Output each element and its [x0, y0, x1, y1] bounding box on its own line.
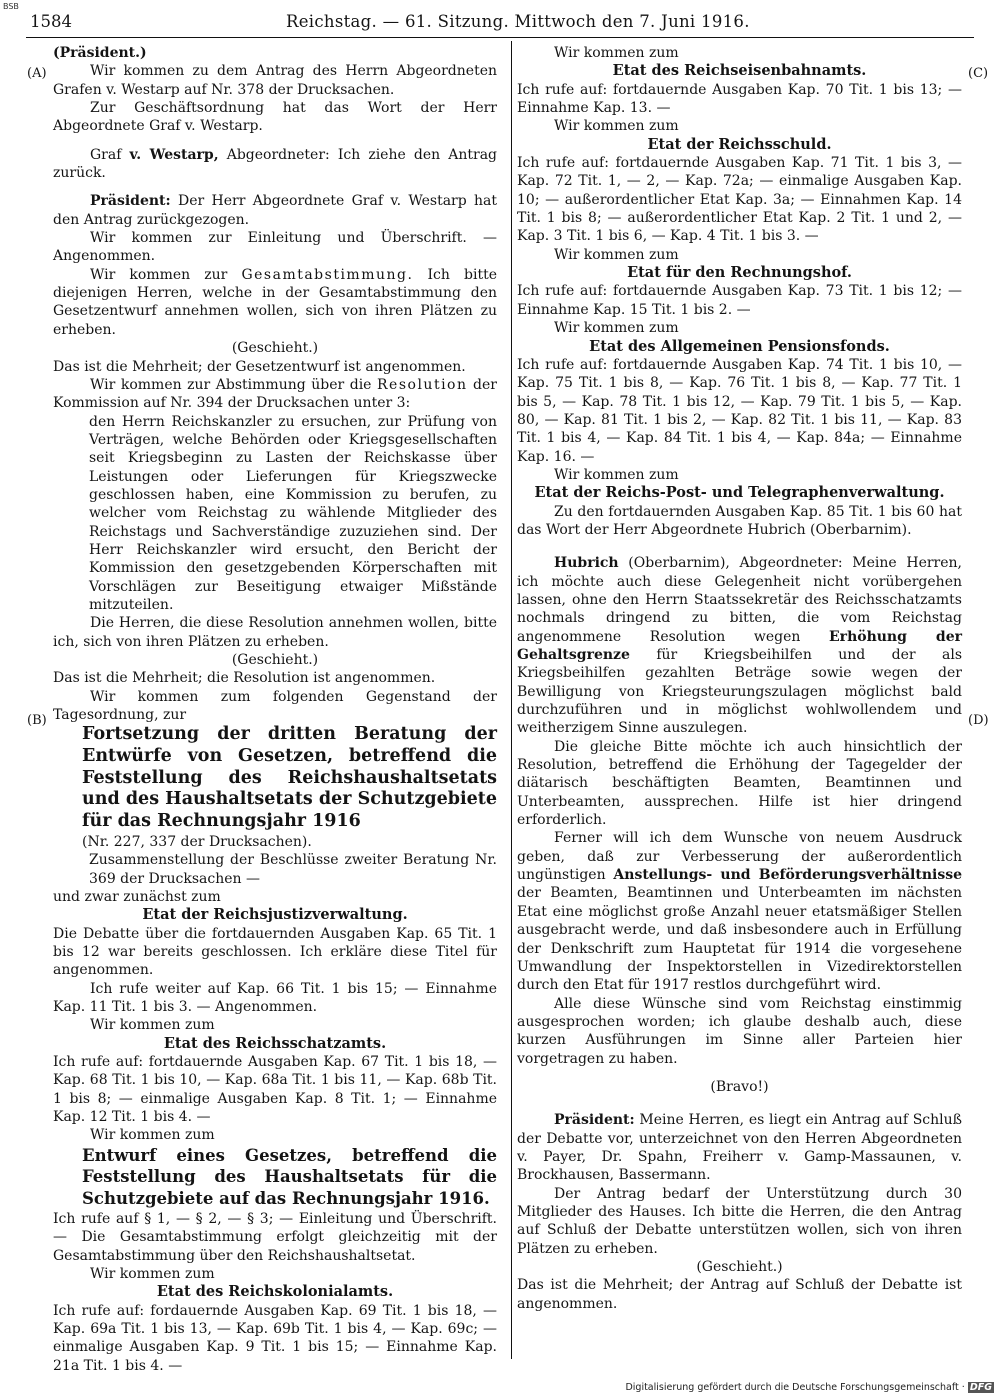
paragraph	[517, 829, 962, 994]
section-heading: Etat der Reichsschuld.	[647, 135, 832, 153]
paragraph: Der Antrag bedarf der Unterstützung durch 30 Mitglieder des Hauses. Ich bitte die Herren, die den Antrag auf Schluß der Debatte unterstützen wollen, sich von ihren Plätzen zu erheben.	[517, 1185, 962, 1257]
text: der Beamten, Beamtinnen und Unterbeamten im nächsten Etat eine möglichst große Anzahl neuer etatsmäßiger Stellen ausgebracht werde, und daß insbesondere auch in Erfüllung der Denkschrift zum Hauptetat für 1914 die vorgesehene Umwandlung der Inspektorstellen in Vizedirektorstellen durch den Etat für 1917 restlos durchgeführt wird.	[517, 885, 962, 994]
spacer	[517, 539, 962, 554]
paragraph: (Nr. 227, 337 der Drucksachen).	[82, 833, 312, 850]
spacer	[517, 1096, 962, 1111]
paragraph	[53, 376, 497, 413]
speech-westarp	[53, 146, 497, 183]
speech-text: Der Herr Abgeordnete Graf v. Westarp hat den Antrag zurückgezogen.	[53, 193, 497, 228]
emphasis: Anstellungs- und Beförderungsverhältnisse	[613, 867, 962, 884]
paragraph: Wir kommen zum	[90, 1017, 215, 1034]
paragraph: Ich rufe auf: fortdauernde Ausgaben Kap. 71 Tit. 1 bis 3, — Kap. 72 Tit. 1, — 2, — Kap. 72a; — einmalige Ausgaben Kap. 10; — außerordentlicher Etat Kap. 3a; — Einnahmen Kap. 14 Tit. 1 bis 8; — außerordentlicher Etat Kap. 2 Tit. 1 und 2, — Kap. 3 Tit. 1 bis 6, — Kap. 4 Tit. 1 bis 3. —	[517, 155, 962, 245]
speech-president	[517, 1111, 962, 1184]
section-heading: Etat des Reichseisenbahnamts.	[612, 62, 867, 80]
paragraph: Zusammenstellung der Beschlüsse zweiter Beratung Nr. 369 der Drucksachen —	[89, 852, 497, 887]
paragraph: Wir kommen zum folgenden Gegenstand der Tagesordnung, zur	[53, 688, 497, 724]
paragraph: Wir kommen zu dem Antrag des Herrn Abgeordneten Grafen v. Westarp auf Nr. 378 der Drucksachen.	[53, 63, 497, 98]
margin-mark-d: (D)	[968, 713, 989, 728]
paragraph: Ich rufe weiter auf Kap. 66 Tit. 1 bis 15; — Einnahme Kap. 11 Tit. 1 bis 3. — Angenommen.	[53, 980, 497, 1015]
spacer	[53, 136, 497, 146]
text: der Kommission auf Nr. 394 der Drucksachen unter 3:	[53, 376, 497, 412]
section-heading: Etat der Reichsjustizverwaltung.	[142, 906, 408, 924]
credit-text: Digitalisierung gefördert durch die Deutsche Forschungsgemeinschaft	[625, 1382, 959, 1393]
column-divider	[511, 41, 512, 1359]
speaker-title: Graf	[90, 146, 122, 163]
margin-mark-a: (A)	[27, 66, 47, 81]
dfg-logo: DFG	[969, 1382, 992, 1393]
paragraph: Das ist die Mehrheit; der Gesetzentwurf ist angenommen.	[53, 358, 466, 375]
paragraph: Wir kommen zum	[554, 45, 679, 61]
stage-direction: (Geschieht.)	[696, 1259, 783, 1275]
margin-mark-b: (B)	[27, 713, 47, 728]
section-heading: Etat des Reichsschatzamts.	[163, 1034, 387, 1052]
paragraph: Zu den fortdauernden Ausgaben Kap. 85 Tit. 1 bis 60 hat das Wort der Herr Abgeordnete Hubrich (Oberbarnim).	[517, 503, 962, 538]
speech-president	[53, 192, 497, 229]
section-heading: Etat des Reichskolonialamts.	[156, 1283, 394, 1301]
paragraph: Ich rufe auf: fordauernde Ausgaben Kap. 69 Tit. 1 bis 18, — Kap. 69a Tit. 1 bis 13, — Kap. 69b Tit. 1 bis 4, — Kap. 69c; — einmalige Ausgaben Kap. 9 Tit. 1 bis 15; — Einnahme Kap. 21a Tit. 1 bis 4. —	[53, 1302, 497, 1374]
emphasis: Erhöhung der Gehaltsgrenze	[517, 628, 962, 663]
spacer	[53, 182, 497, 192]
resolution-text: den Herrn Reichskanzler zu ersuchen, zur Prüfung von Verträgen, welche Behörden oder Kriegsgesellschaften seit Kriegsbeginn zu Lasten der Reichskasse über Leistungen oder Lieferungen für Kriegszwecke geschlossen haben, eine Kommission zu berufen, zu welcher vom Reichstag zu wählende Mitglieder des Reichstags und Sachverständige zuzuziehen sind. Der Herr Reichskanzler wird ersucht, den Bericht der Kommission den gesetzgebenden Körperschaften mit Vorschlägen zur Beseitigung etwaiger Mißstände mitzuteilen.	[89, 413, 497, 613]
paragraph: Wir kommen zur Einleitung und Überschrift. — Angenommen.	[53, 230, 497, 265]
paragraph: Wir kommen zum	[554, 118, 679, 135]
paragraph: Die Debatte über die fortdauernden Ausgaben Kap. 65 Tit. 1 bis 12 war bereits geschlossen. Ich erkläre diese Titel für angenommen.	[53, 925, 497, 979]
speaker-continuation: (Präsident.)	[53, 45, 147, 61]
speaker-name: Präsident:	[554, 1112, 635, 1129]
section-heading-large: Entwurf eines Gesetzes, betreffend die Feststellung des Haushaltsetats für die Schutzgebiete auf das Rechnungsjahr 1916.	[82, 1145, 497, 1209]
paragraph: und zwar zunächst zum	[53, 888, 221, 905]
agenda-heading: Fortsetzung der dritten Beratung der Entwürfe von Gesetzen, betreffend die Feststellung des Reichshaushaltsetats und des Haushaltsetats der Schutzgebiete für das Rechnungsjahr 1916	[82, 724, 497, 832]
paragraph: Die Herren, die diese Resolution annehmen wollen, bitte ich, sich von ihren Plätzen zu erheben.	[53, 615, 497, 650]
speaker-name: Hubrich	[554, 555, 619, 572]
speech-text: Abgeordneter: Ich ziehe den Antrag zurück.	[53, 146, 497, 182]
paragraph	[53, 266, 497, 339]
section-heading: Etat der Reichs-Post- und Telegraphenverwaltung.	[534, 484, 945, 502]
stage-direction: (Geschieht.)	[231, 652, 319, 668]
text: Ferner will ich dem Wunsche von neuem Ausdruck geben, daß zur Verbesserung der außerordentlich ungünstigen	[517, 830, 962, 884]
paragraph: Wir kommen zum	[554, 320, 679, 337]
paragraph: Alle diese Wünsche sind vom Reichstag einstimmig ausgesprochen worden; ich glaube deshalb auch, diese kurzen Ausführungen im Sinne aller Parteien hier vorgetragen zu haben.	[517, 995, 962, 1067]
section-heading: Etat für den Rechnungshof.	[627, 264, 852, 282]
paragraph: Das ist die Mehrheit; die Resolution ist angenommen.	[53, 670, 436, 687]
paragraph: Ich rufe auf: fortdauernde Ausgaben Kap. 73 Tit. 1 bis 12; — Einnahme Kap. 15 Tit. 1 bis 2. —	[517, 283, 962, 318]
speech-text: für Kriegsbeihilfen und der als Kriegsbeihilfen gezahlten Beträge sowie wegen der Bewilligung von Kriegsteurungszulagen möglichst bald durchzuführen und in möglichst wohlwollendem und weitherzigem Sinne auszulegen.	[517, 647, 963, 737]
paragraph: Die gleiche Bitte möchte ich auch hinsichtlich der Resolution, betreffend die Erhöhung der Tagegelder der diätarisch beschäftigten Beamten, Beamtinnen und Unterbeamten, aussprechen. Hilfe ist hier dringend erforderlich.	[517, 738, 962, 829]
paragraph: Wir kommen zum	[554, 246, 679, 263]
left-column	[53, 44, 497, 1375]
text: Wir kommen zur Abstimmung über die	[90, 376, 372, 393]
header-rule	[26, 37, 974, 38]
library-stamp: BSB	[3, 2, 19, 11]
paragraph: Wir kommen zum	[90, 1127, 215, 1144]
paragraph: Zur Geschäftsordnung hat das Wort der Herr Abgeordnete Graf v. Westarp.	[53, 100, 497, 135]
speech-text: Meine Herren, es liegt ein Antrag auf Schluß der Debatte vor, unterzeichnet von den Herren Abgeordneten v. Payer, Dr. Spahn, Freiherr v. Gamp-Massaunen, v. Brockhausen, Bassermann.	[517, 1112, 962, 1184]
page-number: 1584	[30, 12, 72, 31]
text: Ich bitte diejenigen Herren, welche in der Gesamtabstimmung den Gesetzentwurf annehmen wollen, sich von ihren Plätzen zu erheben.	[53, 266, 497, 338]
speech-text: (Oberbarnim), Abgeordneter: Meine Herren, ich möchte auch diese Gelegenheit nicht vorübergehen lassen, ohne den Herrn Staatssekretär des Reichsschatzamts nochmals dringend zu bitten, die vom Reichstag angenommene Resolution wegen	[517, 555, 963, 645]
paragraph: Wir kommen zum	[554, 466, 679, 483]
speaker-name: Präsident:	[90, 193, 171, 210]
stage-direction: (Bravo!)	[710, 1078, 769, 1095]
paragraph: Das ist die Mehrheit; der Antrag auf Schluß der Debatte ist angenommen.	[517, 1277, 962, 1312]
spaced-term: Gesamtabstimmung.	[241, 266, 414, 283]
margin-mark-c: (C)	[968, 66, 989, 81]
paragraph: Ich rufe auf: fortdauernde Ausgaben Kap. 74 Tit. 1 bis 10, — Kap. 75 Tit. 1 bis 8, — Kap. 76 Tit. 1 bis 8, — Kap. 77 Tit. 1 bis 5, — Kap. 78 Tit. 1 bis 12, — Kap. 79 Tit. 1 bis 5, — Kap. 80, — Kap. 81 Tit. 1 bis 2, — Kap. 82 Tit. 1 bis 11, — Kap. 83 Tit. 1 bis 4, — Kap. 84 Tit. 1 bis 4, — Kap. 84a; — Einnahme Kap. 16. —	[517, 356, 962, 465]
stage-direction: (Geschieht.)	[231, 340, 319, 357]
paragraph: Wir kommen zum	[90, 1265, 215, 1282]
digitization-credit: Digitalisierung gefördert durch die Deutsche Forschungsgemeinschaft · DFG	[625, 1382, 992, 1393]
paragraph: Ich rufe auf: fortdauernde Ausgaben Kap. 67 Tit. 1 bis 18, — Kap. 68 Tit. 1 bis 10, — Kap. 68a Tit. 1 bis 11, — Kap. 68b Tit. 1 bis 8; — einmalige Ausgaben Kap. 8 Tit. 1; — Einnahme Kap. 12 Tit. 1 bis 4. —	[53, 1054, 497, 1126]
spaced-term: Resolution	[377, 376, 468, 393]
page-header	[26, 12, 976, 34]
right-column	[517, 44, 962, 1313]
section-heading: Etat des Allgemeinen Pensionsfonds.	[589, 337, 890, 355]
speaker-name: v. Westarp,	[129, 146, 219, 163]
spacer	[517, 1068, 962, 1078]
running-title: Reichstag. — 61. Sitzung. Mittwoch den 7. Juni 1916.	[286, 12, 750, 31]
paragraph: Ich rufe auf § 1, — § 2, — § 3; — Einleitung und Überschrift. — Die Gesamtabstimmung erfolgt gleichzeitig mit der Gesamtabstimmung über den Reichshaushaltsetat.	[53, 1210, 497, 1264]
text: Wir kommen zur	[90, 266, 228, 283]
paragraph: Ich rufe auf: fortdauernde Ausgaben Kap. 70 Tit. 1 bis 13; — Einnahme Kap. 13. —	[517, 81, 962, 117]
speech-hubrich	[517, 554, 962, 737]
